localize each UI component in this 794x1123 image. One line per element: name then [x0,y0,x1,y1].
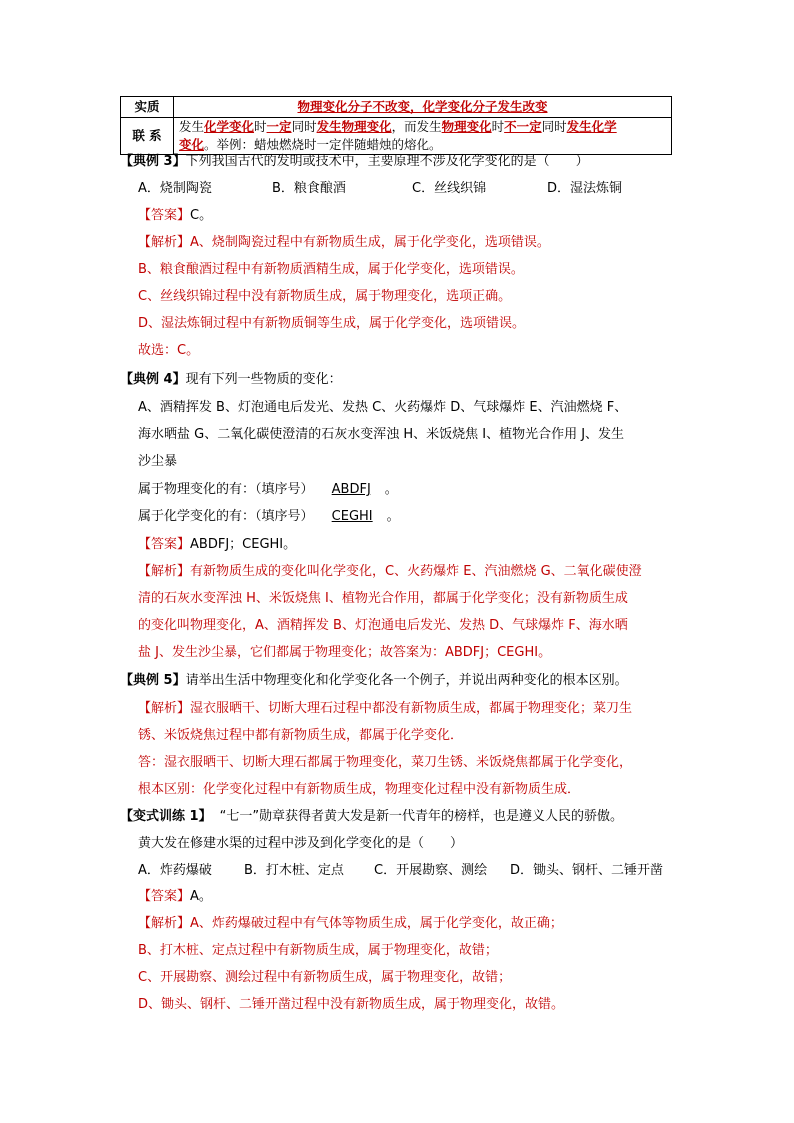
variation-1-analysis-2: B、打木桩、定点过程中有新物质生成，属于物理变化，故错； [138,943,498,958]
variation-1-question-1: 【变式训练 1】 “七一”勋章获得者黄大发是新一代青年的榜样，也是遵义人民的骄傲。 [120,809,624,824]
example-4-items-3: 沙尘暴 [138,454,178,469]
example-5-analysis-2: 锈、米饭烧焦过程中都有新物质生成，都属于化学变化． [138,728,464,743]
variation-1-question-2: 黄大发在修建水渠的过程中涉及到化学变化的是（ ） [138,836,464,851]
example-4-answer: 【答案】ABDFJ；CEGHI。 [138,537,297,552]
row-text-essence: 物理变化分子不改变，化学变化分子发生改变 [174,97,672,118]
option-b: B．粮食酿酒 [272,181,346,196]
summary-table [120,96,672,155]
row-label-essence: 实质 [121,97,174,118]
example-5-reply-1: 答：湿衣服晒干、切断大理石都属于物理变化，菜刀生锈、米饭烧焦都属于化学变化， [138,755,633,770]
option-d: D．湿法炼铜 [547,181,623,196]
example-3-options [138,180,623,198]
example-3-analysis-3: C、丝线织锦过程中没有新物质生成，属于物理变化，选项正确。 [138,289,512,304]
example-3-analysis-2: B、粮食酿酒过程中有新物质酒精生成，属于化学变化，选项错误。 [138,262,524,277]
example-5-analysis-1: 【解析】湿衣服晒干、切断大理石过程中都没有新物质生成，都属于物理变化；菜刀生 [138,701,633,716]
example-4-chemical: 属于化学变化的有：（填序号） CEGHI 。 [138,509,400,524]
example-4-analysis-3: 的变化叫物理变化，A、酒精挥发 B、灯泡通电后发光、发热 D、气球爆炸 F、海水晒 [138,618,628,633]
example-3-choice: 故选：C。 [138,343,200,358]
row-text-relation: 发生化学变化时一定同时发生物理变化，而发生物理变化时不一定同时发生化学 变化。举例：蜡烛燃烧时一定伴随蜡烛的熔化。 [174,118,672,155]
row-label-relation: 联 系 [121,118,174,155]
variation-1-analysis-1: 【解析】A、炸药爆破过程中有气体等物质生成，属于化学变化，故正确； [138,916,563,931]
example-4-items-2: 海水晒盐 G、二氧化碳使澄清的石灰水变浑浊 H、米饭烧焦 I、植物光合作用 J、发生 [138,427,625,442]
example-4-analysis-2: 清的石灰水变浑浊 H、米饭烧焦 I、植物光合作用，都属于化学变化；没有新物质生成 [138,591,628,606]
example-3-answer: 【答案】C。 [138,208,213,223]
option-a: A．炸药爆破 [138,863,212,878]
example-4-analysis-4: 盐 J、发生沙尘暴，它们都属于物理变化；故答案为：ABDFJ；CEGHI。 [138,645,552,660]
table-row [121,118,672,155]
option-a: A．烧制陶瓷 [138,181,212,196]
example-4-analysis-1: 【解析】有新物质生成的变化叫化学变化，C、火药爆炸 E、汽油燃烧 G、二氧化碳使澄 [138,564,642,579]
example-5-reply-2: 根本区别：化学变化过程中有新物质生成，物理变化过程中没有新物质生成． [138,782,581,797]
option-b: B．打木桩、定点 [244,863,344,878]
option-c: C．丝线织锦 [412,181,487,196]
example-3-analysis-4: D、湿法炼铜过程中有新物质铜等生成，属于化学变化，选项错误。 [138,316,526,331]
example-3-analysis-1: 【解析】A、烧制陶瓷过程中有新物质生成，属于化学变化，选项错误。 [138,235,550,250]
example-4-items-1: A、酒精挥发 B、灯泡通电后发光、发热 C、火药爆炸 D、气球爆炸 E、汽油燃烧 F、 [138,400,628,415]
example-4-physical: 属于物理变化的有：（填序号） ABDFJ 。 [138,482,398,497]
example-4-question: 【典例 4】现有下列一些物质的变化： [120,372,342,387]
variation-1-analysis-3: C、开展勘察、测绘过程中有新物质生成，属于物理变化，故错； [138,970,512,985]
variation-1-answer: 【答案】A。 [138,889,212,904]
example-5-question: 【典例 5】请举出生活中物理变化和化学变化各一个例子，并说出两种变化的根本区别。 [120,673,628,688]
chemical-answer-blank: CEGHI [331,509,373,524]
example-3-question: 【典例 3】下列我国古代的发明或技术中，主要原理不涉及化学变化的是（ ） [120,154,589,169]
table-row [121,97,672,118]
physical-answer-blank: ABDFJ [331,482,371,497]
option-c: C．开展勘察、测绘 [374,863,488,878]
variation-1-analysis-4: D、锄头、钢杆、二锤开凿过程中没有新物质生成，属于物理变化，故错。 [138,997,565,1012]
variation-1-options [138,862,664,880]
option-d: D．锄头、钢杆、二锤开凿 [510,863,664,878]
